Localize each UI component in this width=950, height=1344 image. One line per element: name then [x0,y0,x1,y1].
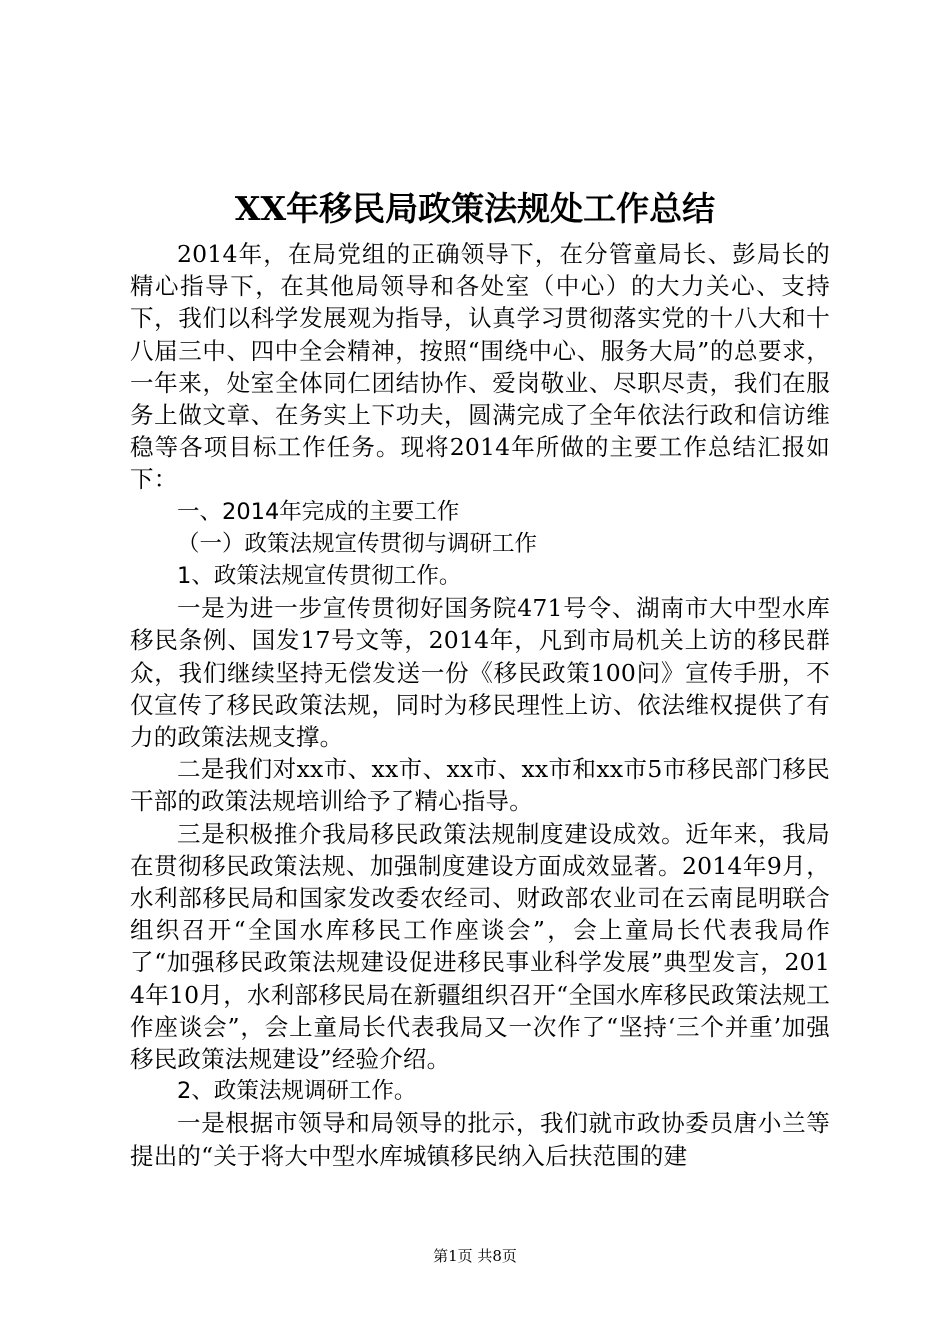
body-paragraph: 三是积极推介我局移民政策法规制度建设成效。近年来，我局在贯彻移民政策法规、加强制度建设方面成效显著。2014年9月，水利部移民局和国家发改委农经司、财政部农业司在云南昆明联合组织召开“全国水库移民工作座谈会”，会上童局长代表我局作了“加强移民政策法规建设促进移民事业科学发展”典型发言，2014年10月，水利部移民局在新疆组织召开“全国水库移民政策法规工作座谈会”，会上童局长代表我局又一次作了“坚持‘三个并重’加强移民政策法规建设”经验介绍。 [130,819,830,1074]
intro-paragraph: 2014年，在局党组的正确领导下，在分管童局长、彭局长的精心指导下，在其他局领导和各处室（中心）的大力关心、支持下，我们以科学发展观为指导，认真学习贯彻落实党的十八大和十八届三中、四中全会精神，按照“围绕中心、服务大局”的总要求，一年来，处室全体同仁团结协作、爱岗敬业、尽职尽责，我们在服务上做文章、在务实上下功夫，圆满完成了全年依法行政和信访维稳等各项目标工作任务。现将2014年所做的主要工作总结汇报如下： [130,240,830,494]
body-paragraph: 一是为进一步宣传贯彻好国务院471号令、湖南市大中型水库移民条例、国发17号文等，2014年，凡到市局机关上访的移民群众，我们继续坚持无偿发送一份《移民政策100问》宣传手册，不仅宣传了移民政策法规，同时为移民理性上访、依法维权提供了有力的政策法规支撑。 [130,594,830,752]
document-title: XX年移民局政策法规处工作总结 [234,189,716,228]
item-heading-1: 1、政策法规宣传贯彻工作。 [177,563,462,590]
item-heading-2: 2、政策法规调研工作。 [177,1078,417,1105]
section-heading-1: 一、2014年完成的主要工作 [177,498,460,525]
subsection-heading-1: （一）政策法规宣传贯彻与调研工作 [177,530,538,557]
page-footer: 第1页 共8页 [433,1247,517,1265]
document-body [130,238,830,1172]
body-paragraph: 二是我们对xx市、xx市、xx市、xx市和xx市5市移民部门移民干部的政策法规培训给予了精心指导。 [130,755,830,816]
body-paragraph: 一是根据市领导和局领导的批示，我们就市政协委员唐小兰等提出的“关于将大中型水库城镇移民纳入后扶范围的建 [130,1109,830,1170]
